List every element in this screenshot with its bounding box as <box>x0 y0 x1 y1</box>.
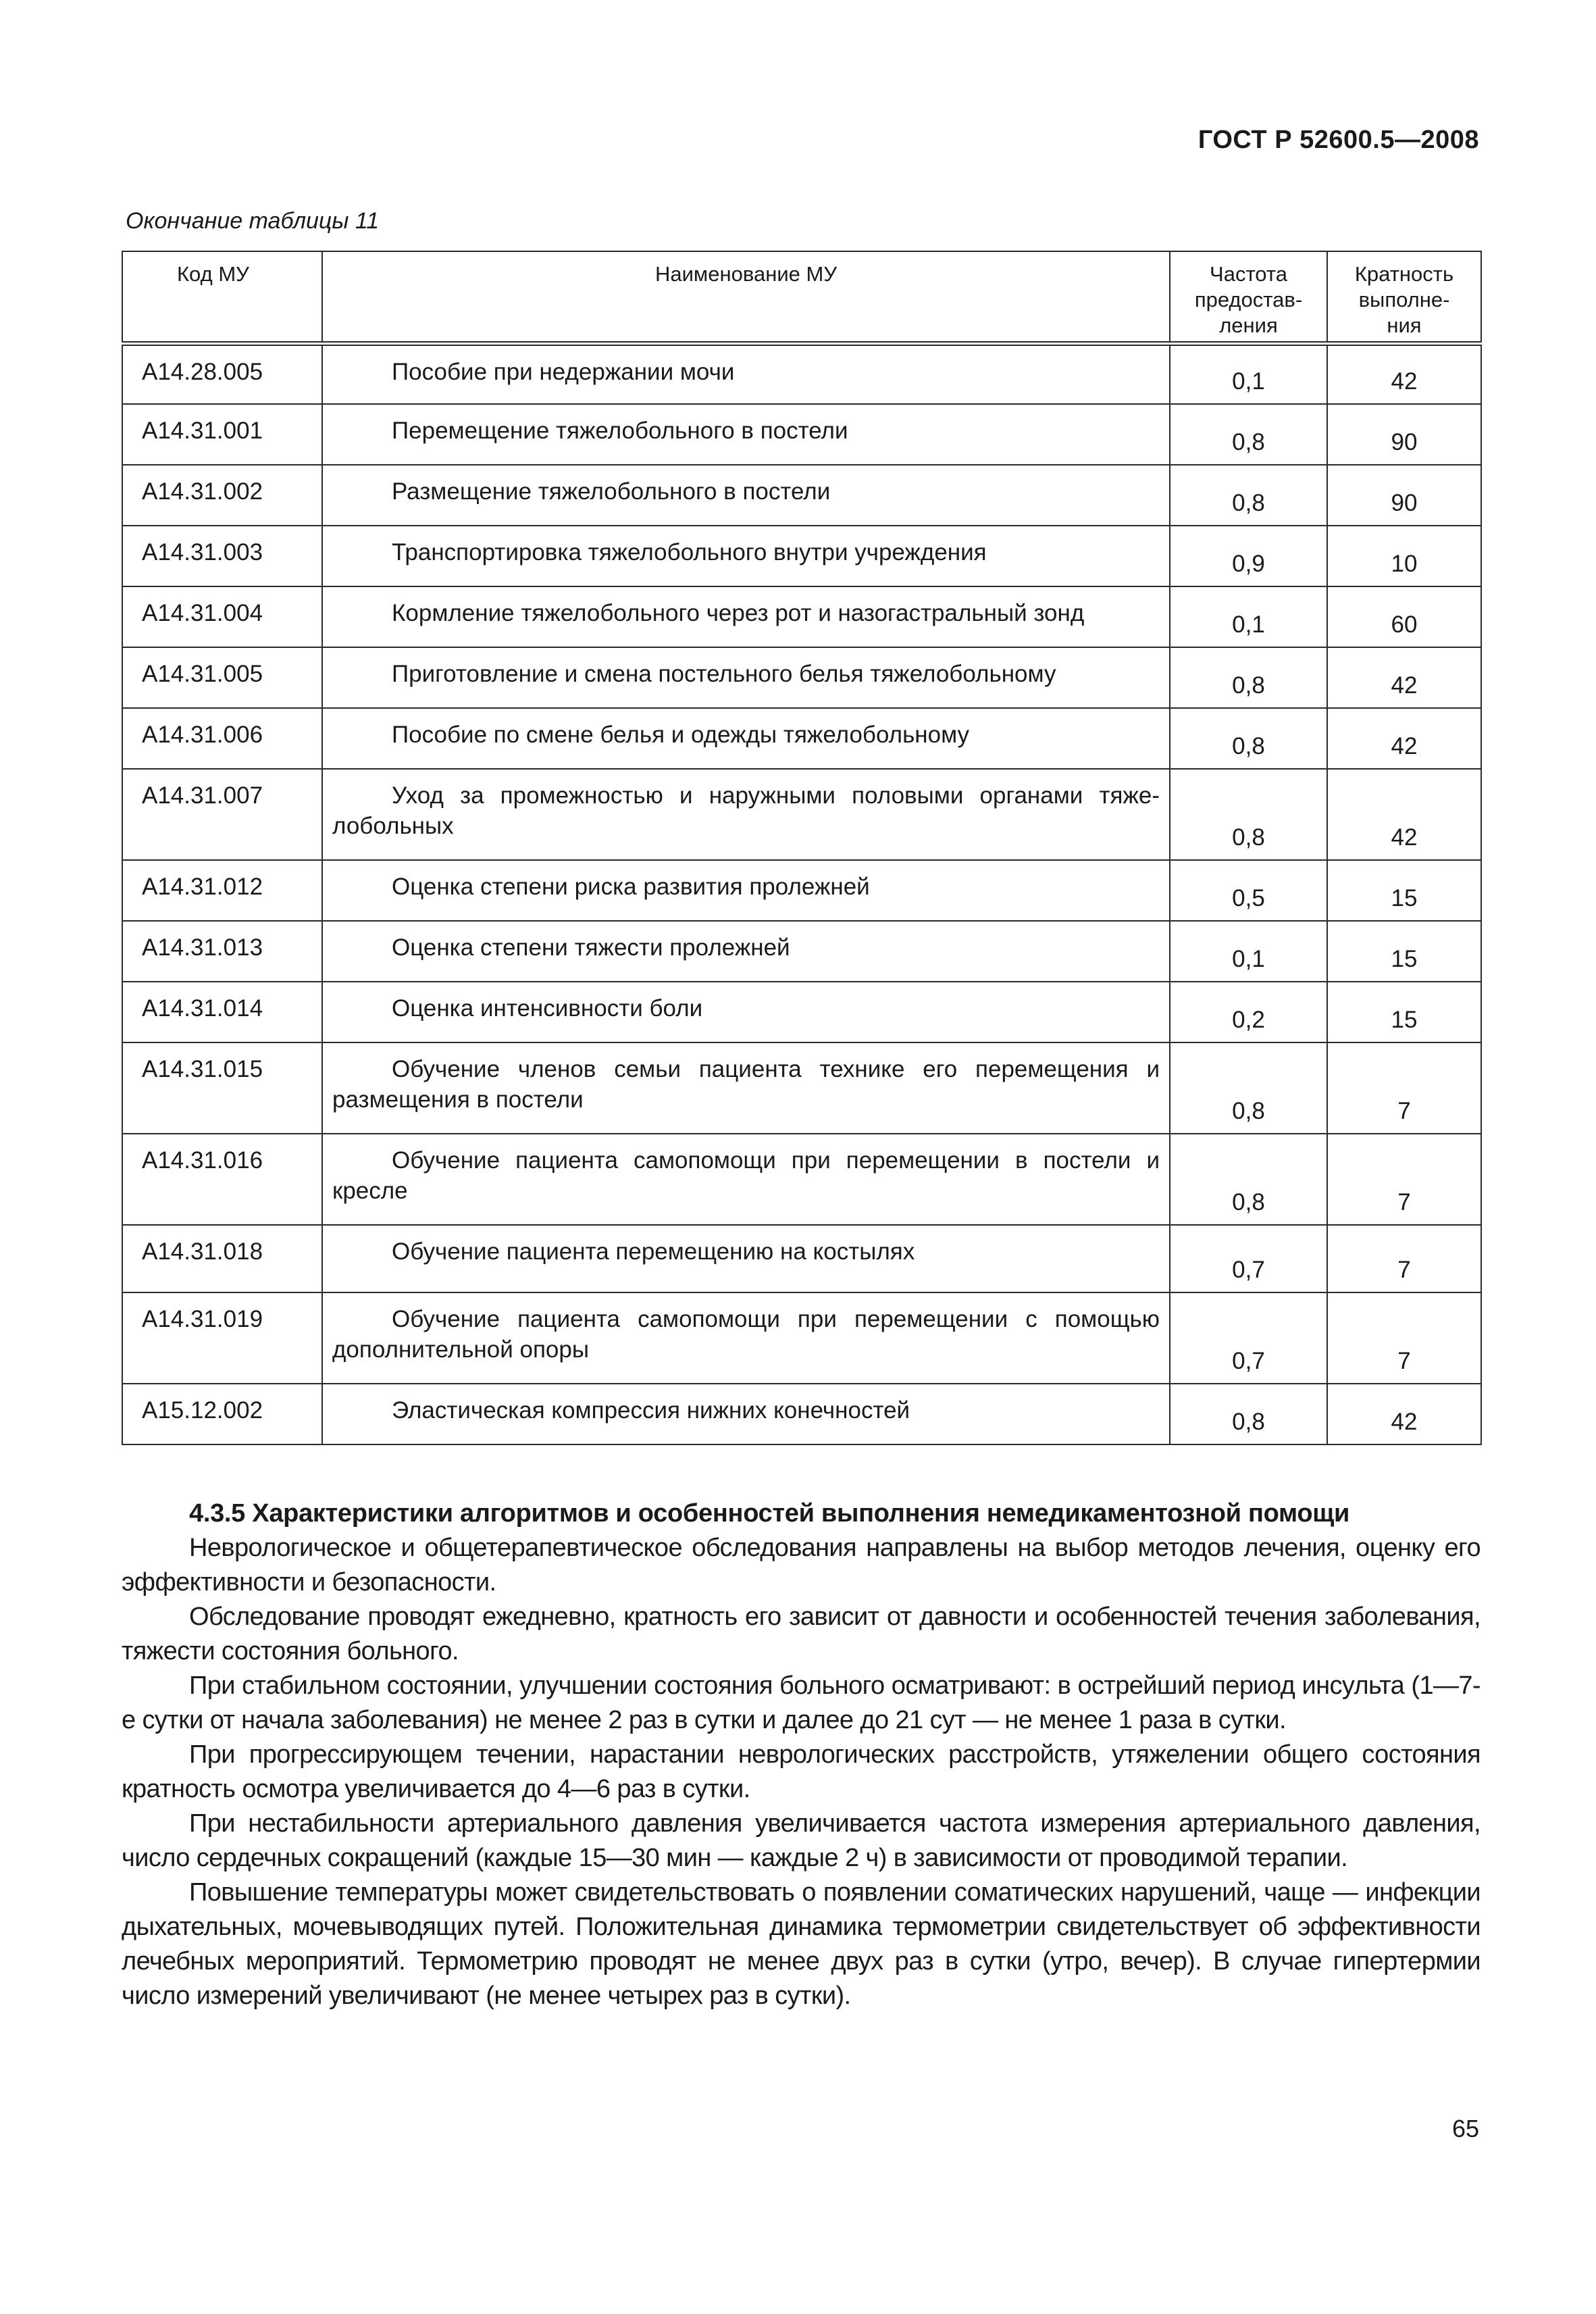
cell-frequency: 0,2 <box>1170 982 1327 1042</box>
cell-frequency: 0,7 <box>1170 1225 1327 1292</box>
header-multiplicity-line: ния <box>1387 313 1422 337</box>
cell-multiplicity: 7 <box>1327 1042 1481 1134</box>
cell-code: A15.12.002 <box>122 1384 322 1444</box>
cell-code: A14.28.005 <box>122 343 322 404</box>
cell-code: A14.31.016 <box>122 1134 322 1225</box>
cell-code: A14.31.005 <box>122 647 322 708</box>
cell-multiplicity: 60 <box>1327 586 1481 647</box>
cell-code: A14.31.014 <box>122 982 322 1042</box>
section-4-3-5 <box>122 1496 1481 2013</box>
cell-multiplicity: 42 <box>1327 708 1481 769</box>
table-row <box>122 404 1481 465</box>
cell-frequency: 0,8 <box>1170 465 1327 526</box>
cell-multiplicity: 10 <box>1327 526 1481 586</box>
table-row <box>122 647 1481 708</box>
services-table-container <box>122 251 1481 1445</box>
header-name: Наименование МУ <box>322 251 1170 343</box>
cell-name: Уход за промежностью и наружными половыми органами тяжелобольных <box>322 769 1170 860</box>
services-table <box>122 251 1482 1445</box>
table-header-row <box>122 251 1481 343</box>
cell-code: A14.31.007 <box>122 769 322 860</box>
cell-multiplicity: 7 <box>1327 1292 1481 1384</box>
cell-frequency: 0,8 <box>1170 404 1327 465</box>
table-row <box>122 769 1481 860</box>
cell-frequency: 0,8 <box>1170 647 1327 708</box>
section-paragraph: При прогрессирующем течении, нарастании неврологических расстройств, утяжелении общего состояния кратность осмотра увеличивается до 4—6 раз в сутки. <box>122 1740 1481 1803</box>
cell-frequency: 0,1 <box>1170 586 1327 647</box>
cell-multiplicity: 42 <box>1327 1384 1481 1444</box>
cell-code: A14.31.018 <box>122 1225 322 1292</box>
table-row <box>122 1292 1481 1384</box>
cell-frequency: 0,9 <box>1170 526 1327 586</box>
table-row <box>122 1384 1481 1444</box>
cell-multiplicity: 42 <box>1327 769 1481 860</box>
cell-multiplicity: 90 <box>1327 465 1481 526</box>
header-multiplicity-line: выполне- <box>1358 288 1450 311</box>
header-frequency-line: Частота <box>1210 262 1287 286</box>
cell-code: A14.31.012 <box>122 860 322 921</box>
cell-code: A14.31.003 <box>122 526 322 586</box>
cell-multiplicity: 42 <box>1327 343 1481 404</box>
cell-name: Оценка степени тяжести пролежней <box>322 921 1170 982</box>
section-paragraph: Неврологическое и общетерапевтическое обследования направлены на выбор методов лечения, оценку его эффективности и безопасности. <box>122 1534 1481 1596</box>
cell-frequency: 0,8 <box>1170 769 1327 860</box>
header-frequency-line: предостав- <box>1194 288 1303 311</box>
section-paragraph: Обследование проводят ежедневно, кратность его зависит от давности и особенностей течения заболевания, тяжести состояния больного. <box>122 1603 1481 1665</box>
header-multiplicity <box>1327 251 1481 343</box>
page-number: 65 <box>1451 2115 1479 2142</box>
header-frequency-line: ления <box>1219 313 1278 337</box>
cell-multiplicity: 42 <box>1327 647 1481 708</box>
table-row <box>122 708 1481 769</box>
cell-code: A14.31.015 <box>122 1042 322 1134</box>
cell-name: Пособие по смене белья и одежды тяжелобольному <box>322 708 1170 769</box>
cell-multiplicity: 7 <box>1327 1225 1481 1292</box>
header-multiplicity-line: Кратность <box>1354 262 1454 286</box>
table-row <box>122 1042 1481 1134</box>
table-row <box>122 343 1481 404</box>
header-frequency <box>1170 251 1327 343</box>
header-code: Код МУ <box>122 251 322 343</box>
table-row <box>122 465 1481 526</box>
cell-code: A14.31.013 <box>122 921 322 982</box>
table-row <box>122 526 1481 586</box>
cell-frequency: 0,1 <box>1170 921 1327 982</box>
table-row <box>122 860 1481 921</box>
cell-name: Транспортировка тяжелобольного внутри учреждения <box>322 526 1170 586</box>
cell-name: Кормление тяжелобольного через рот и назогастральный зонд <box>322 586 1170 647</box>
cell-frequency: 0,8 <box>1170 1384 1327 1444</box>
document-standard-header: ГОСТ Р 52600.5—2008 <box>1198 126 1479 154</box>
cell-code: A14.31.002 <box>122 465 322 526</box>
cell-name: Размещение тяжелобольного в постели <box>322 465 1170 526</box>
cell-name: Пособие при недержании мочи <box>322 343 1170 404</box>
cell-multiplicity: 90 <box>1327 404 1481 465</box>
table-row <box>122 586 1481 647</box>
cell-frequency: 0,8 <box>1170 1042 1327 1134</box>
cell-code: A14.31.004 <box>122 586 322 647</box>
cell-name: Эластическая компрессия нижних конечностей <box>322 1384 1170 1444</box>
cell-frequency: 0,8 <box>1170 1134 1327 1225</box>
cell-name: Перемещение тяжелобольного в постели <box>322 404 1170 465</box>
section-title: 4.3.5 Характеристики алгоритмов и особенностей выполнения немедикаментозной помощи <box>189 1499 1350 1528</box>
cell-multiplicity: 15 <box>1327 921 1481 982</box>
cell-code: A14.31.006 <box>122 708 322 769</box>
section-paragraph: При нестабильности артериального давления увеличивается частота измерения артериального давления, число сердечных сокращений (каждые 15—30 мин — каждые 2 ч) в зависимости от проводимой терапии. <box>122 1809 1481 1872</box>
cell-multiplicity: 15 <box>1327 860 1481 921</box>
table-row <box>122 1134 1481 1225</box>
table-row <box>122 1225 1481 1292</box>
table-row <box>122 921 1481 982</box>
cell-frequency: 0,1 <box>1170 343 1327 404</box>
cell-name: Обучение пациента самопомощи при перемещении в постели и кресле <box>322 1134 1170 1225</box>
table-caption: Окончание таблицы 11 <box>126 208 380 234</box>
cell-code: A14.31.001 <box>122 404 322 465</box>
cell-name: Обучение членов семьи пациента технике его перемещения и размещения в постели <box>322 1042 1170 1134</box>
cell-multiplicity: 7 <box>1327 1134 1481 1225</box>
cell-name: Оценка степени риска развития пролежней <box>322 860 1170 921</box>
cell-name: Обучение пациента самопомощи при перемещении с помощью дополнительной опоры <box>322 1292 1170 1384</box>
cell-name: Обучение пациента перемещению на костылях <box>322 1225 1170 1292</box>
section-paragraph: Повышение температуры может свидетельствовать о появлении соматических нарушений, чаще — инфекции дыхательных, мочевыводящих путей. Положительная динамика термометрии свидетельствует об эффективности лечебных мероприятий. Термометрию проводят не менее двух раз в сутки (утро, вечер). В случае гипертермии число измерений увеличивают (не менее четырех раз в сутки). <box>122 1878 1481 2010</box>
cell-frequency: 0,5 <box>1170 860 1327 921</box>
cell-name: Оценка интенсивности боли <box>322 982 1170 1042</box>
cell-name: Приготовление и смена постельного белья тяжелобольному <box>322 647 1170 708</box>
table-row <box>122 982 1481 1042</box>
cell-frequency: 0,7 <box>1170 1292 1327 1384</box>
cell-multiplicity: 15 <box>1327 982 1481 1042</box>
section-paragraph: При стабильном состоянии, улучшении состояния больного осматривают: в острейший период инсульта (1—7-е сутки от начала заболевания) не менее 2 раз в сутки и далее до 21 сут — не менее 1 раза в сутки. <box>122 1671 1481 1734</box>
cell-code: A14.31.019 <box>122 1292 322 1384</box>
cell-frequency: 0,8 <box>1170 708 1327 769</box>
